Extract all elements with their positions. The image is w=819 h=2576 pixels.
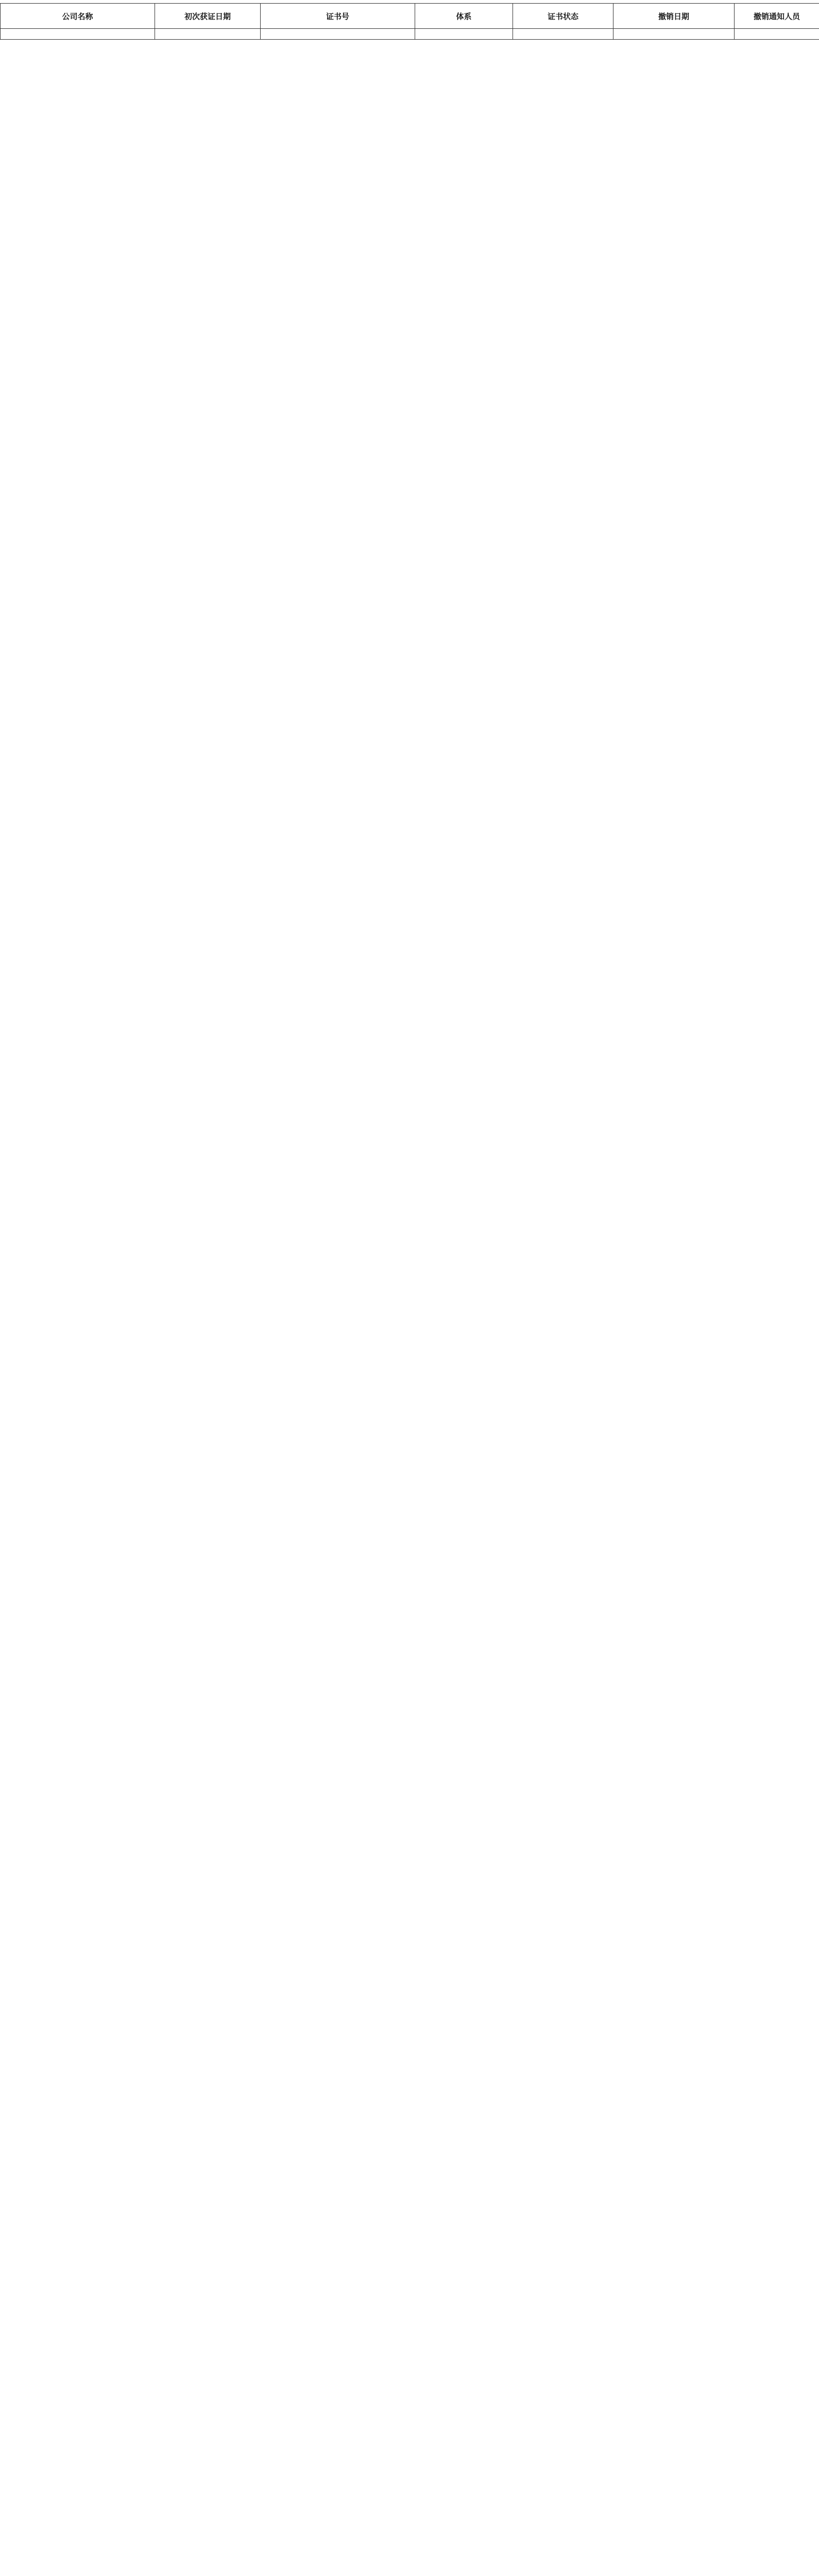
cell-certificate-status	[513, 29, 613, 40]
table-header-row	[1, 4, 819, 29]
cell-notifier	[735, 29, 819, 40]
cell-system	[415, 29, 513, 40]
table-row	[1, 29, 819, 40]
cell-first-cert-date	[155, 29, 261, 40]
header-certificate-status: 证书状态	[513, 4, 613, 29]
header-first-cert-date: 初次获证日期	[155, 4, 261, 29]
header-certificate-number: 证书号	[261, 4, 415, 29]
cell-certificate-number	[261, 29, 415, 40]
header-notifier: 撤销通知人员	[735, 4, 819, 29]
header-system: 体系	[415, 4, 513, 29]
revoked-certificates-table	[0, 3, 819, 40]
cell-revocation-date	[613, 29, 735, 40]
header-revocation-date: 撤销日期	[613, 4, 735, 29]
header-company-name: 公司名称	[1, 4, 155, 29]
table-body	[1, 29, 819, 40]
document-page	[0, 0, 819, 40]
cell-company-name	[1, 29, 155, 40]
